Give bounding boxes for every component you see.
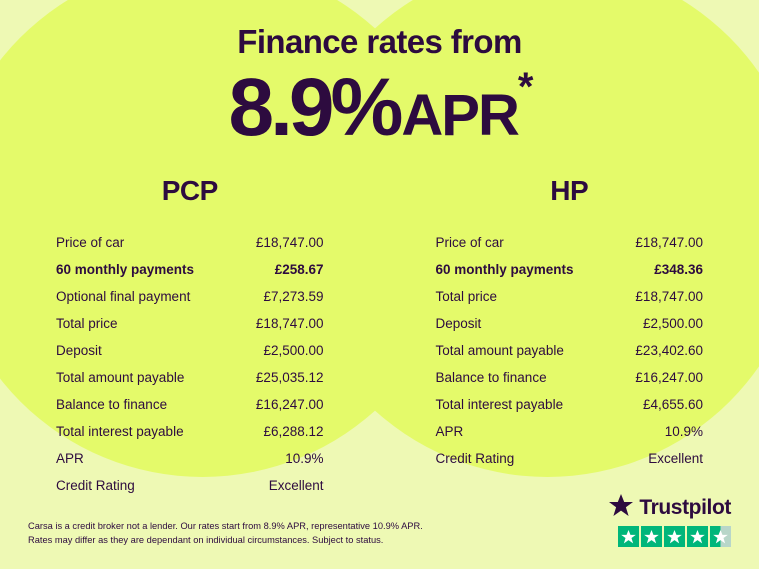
row-label: Credit Rating [435, 451, 515, 466]
table-row [56, 310, 324, 337]
row-label: Total amount payable [435, 343, 564, 358]
trustpilot-logo [609, 494, 731, 522]
column-title-pcp: PCP [161, 175, 218, 206]
table-row [436, 445, 704, 472]
table-row [56, 418, 324, 445]
table-row [436, 229, 704, 256]
table-row [56, 364, 324, 391]
row-value: 10.9% [285, 451, 324, 466]
disclaimer-text: Carsa is a credit broker not a lender. Our rates start from 8.9% APR, representative 10.9% APR. Rates may differ as they are dependant on individual circumstances. Subject to status. [28, 521, 423, 545]
table-row [56, 256, 324, 283]
table-row [436, 337, 704, 364]
table-row [436, 418, 704, 445]
row-label: APR [56, 451, 84, 466]
row-value: £16,247.00 [255, 397, 324, 412]
trustpilot-wordmark: Trustpilot [639, 496, 731, 519]
row-value: £18,747.00 [635, 289, 703, 304]
row-label: Total amount payable [56, 370, 185, 385]
row-label: 60 monthly payments [56, 262, 195, 277]
footer [0, 494, 759, 569]
row-value: £2,500.00 [263, 343, 324, 358]
finance-columns [0, 175, 759, 499]
trustpilot-stars [609, 526, 731, 547]
row-label: Balance to finance [435, 370, 547, 385]
table-row [56, 229, 324, 256]
table-row [436, 310, 704, 337]
column-title-hp: HP [550, 175, 589, 206]
table-row [436, 364, 704, 391]
finance-column-pcp [0, 175, 380, 499]
row-label: Price of car [56, 235, 125, 250]
rate-headline [0, 62, 759, 153]
row-label: Total interest payable [56, 424, 184, 439]
table-row [436, 391, 704, 418]
row-label: 60 monthly payments [435, 262, 574, 277]
rate-unit: APR [401, 83, 518, 148]
row-label: Balance to finance [56, 397, 168, 412]
row-value: £18,747.00 [255, 235, 324, 250]
finance-column-hp [380, 175, 759, 499]
star-icon [618, 526, 639, 547]
row-label: Deposit [435, 316, 482, 331]
table-row [436, 283, 704, 310]
star-icon [664, 526, 685, 547]
rate-value: 8.9% [228, 62, 400, 153]
rate-asterisk: * [517, 65, 531, 109]
row-value: £7,273.59 [263, 289, 324, 304]
row-value: Excellent [648, 451, 703, 466]
table-row [56, 283, 324, 310]
star-half-icon [710, 526, 731, 547]
row-value: £4,655.60 [642, 397, 703, 412]
trustpilot-rating [609, 494, 731, 547]
row-value: £18,747.00 [255, 316, 324, 331]
row-value: £6,288.12 [263, 424, 324, 439]
row-label: Price of car [435, 235, 504, 250]
table-row [56, 391, 324, 418]
table-row [436, 256, 704, 283]
row-value: 10.9% [664, 424, 703, 439]
row-value: £23,402.60 [635, 343, 703, 358]
row-value: £16,247.00 [635, 370, 703, 385]
star-icon [641, 526, 662, 547]
row-value: £2,500.00 [642, 316, 703, 331]
row-value: £25,035.12 [255, 370, 324, 385]
row-label: Credit Rating [56, 478, 135, 493]
row-label: Total interest payable [435, 397, 564, 412]
row-label: Optional final payment [56, 289, 191, 304]
row-value: £18,747.00 [635, 235, 703, 250]
row-label: APR [435, 424, 464, 439]
trustpilot-star-icon [609, 494, 633, 522]
row-value: £258.67 [274, 262, 324, 277]
row-label: Deposit [56, 343, 102, 358]
row-value: £348.36 [654, 262, 703, 277]
row-label: Total price [435, 289, 498, 304]
star-icon [687, 526, 708, 547]
table-row [56, 445, 324, 472]
page-title: Finance rates from [237, 23, 522, 60]
table-row [56, 337, 324, 364]
row-value: Excellent [268, 478, 324, 493]
row-label: Total price [56, 316, 118, 331]
